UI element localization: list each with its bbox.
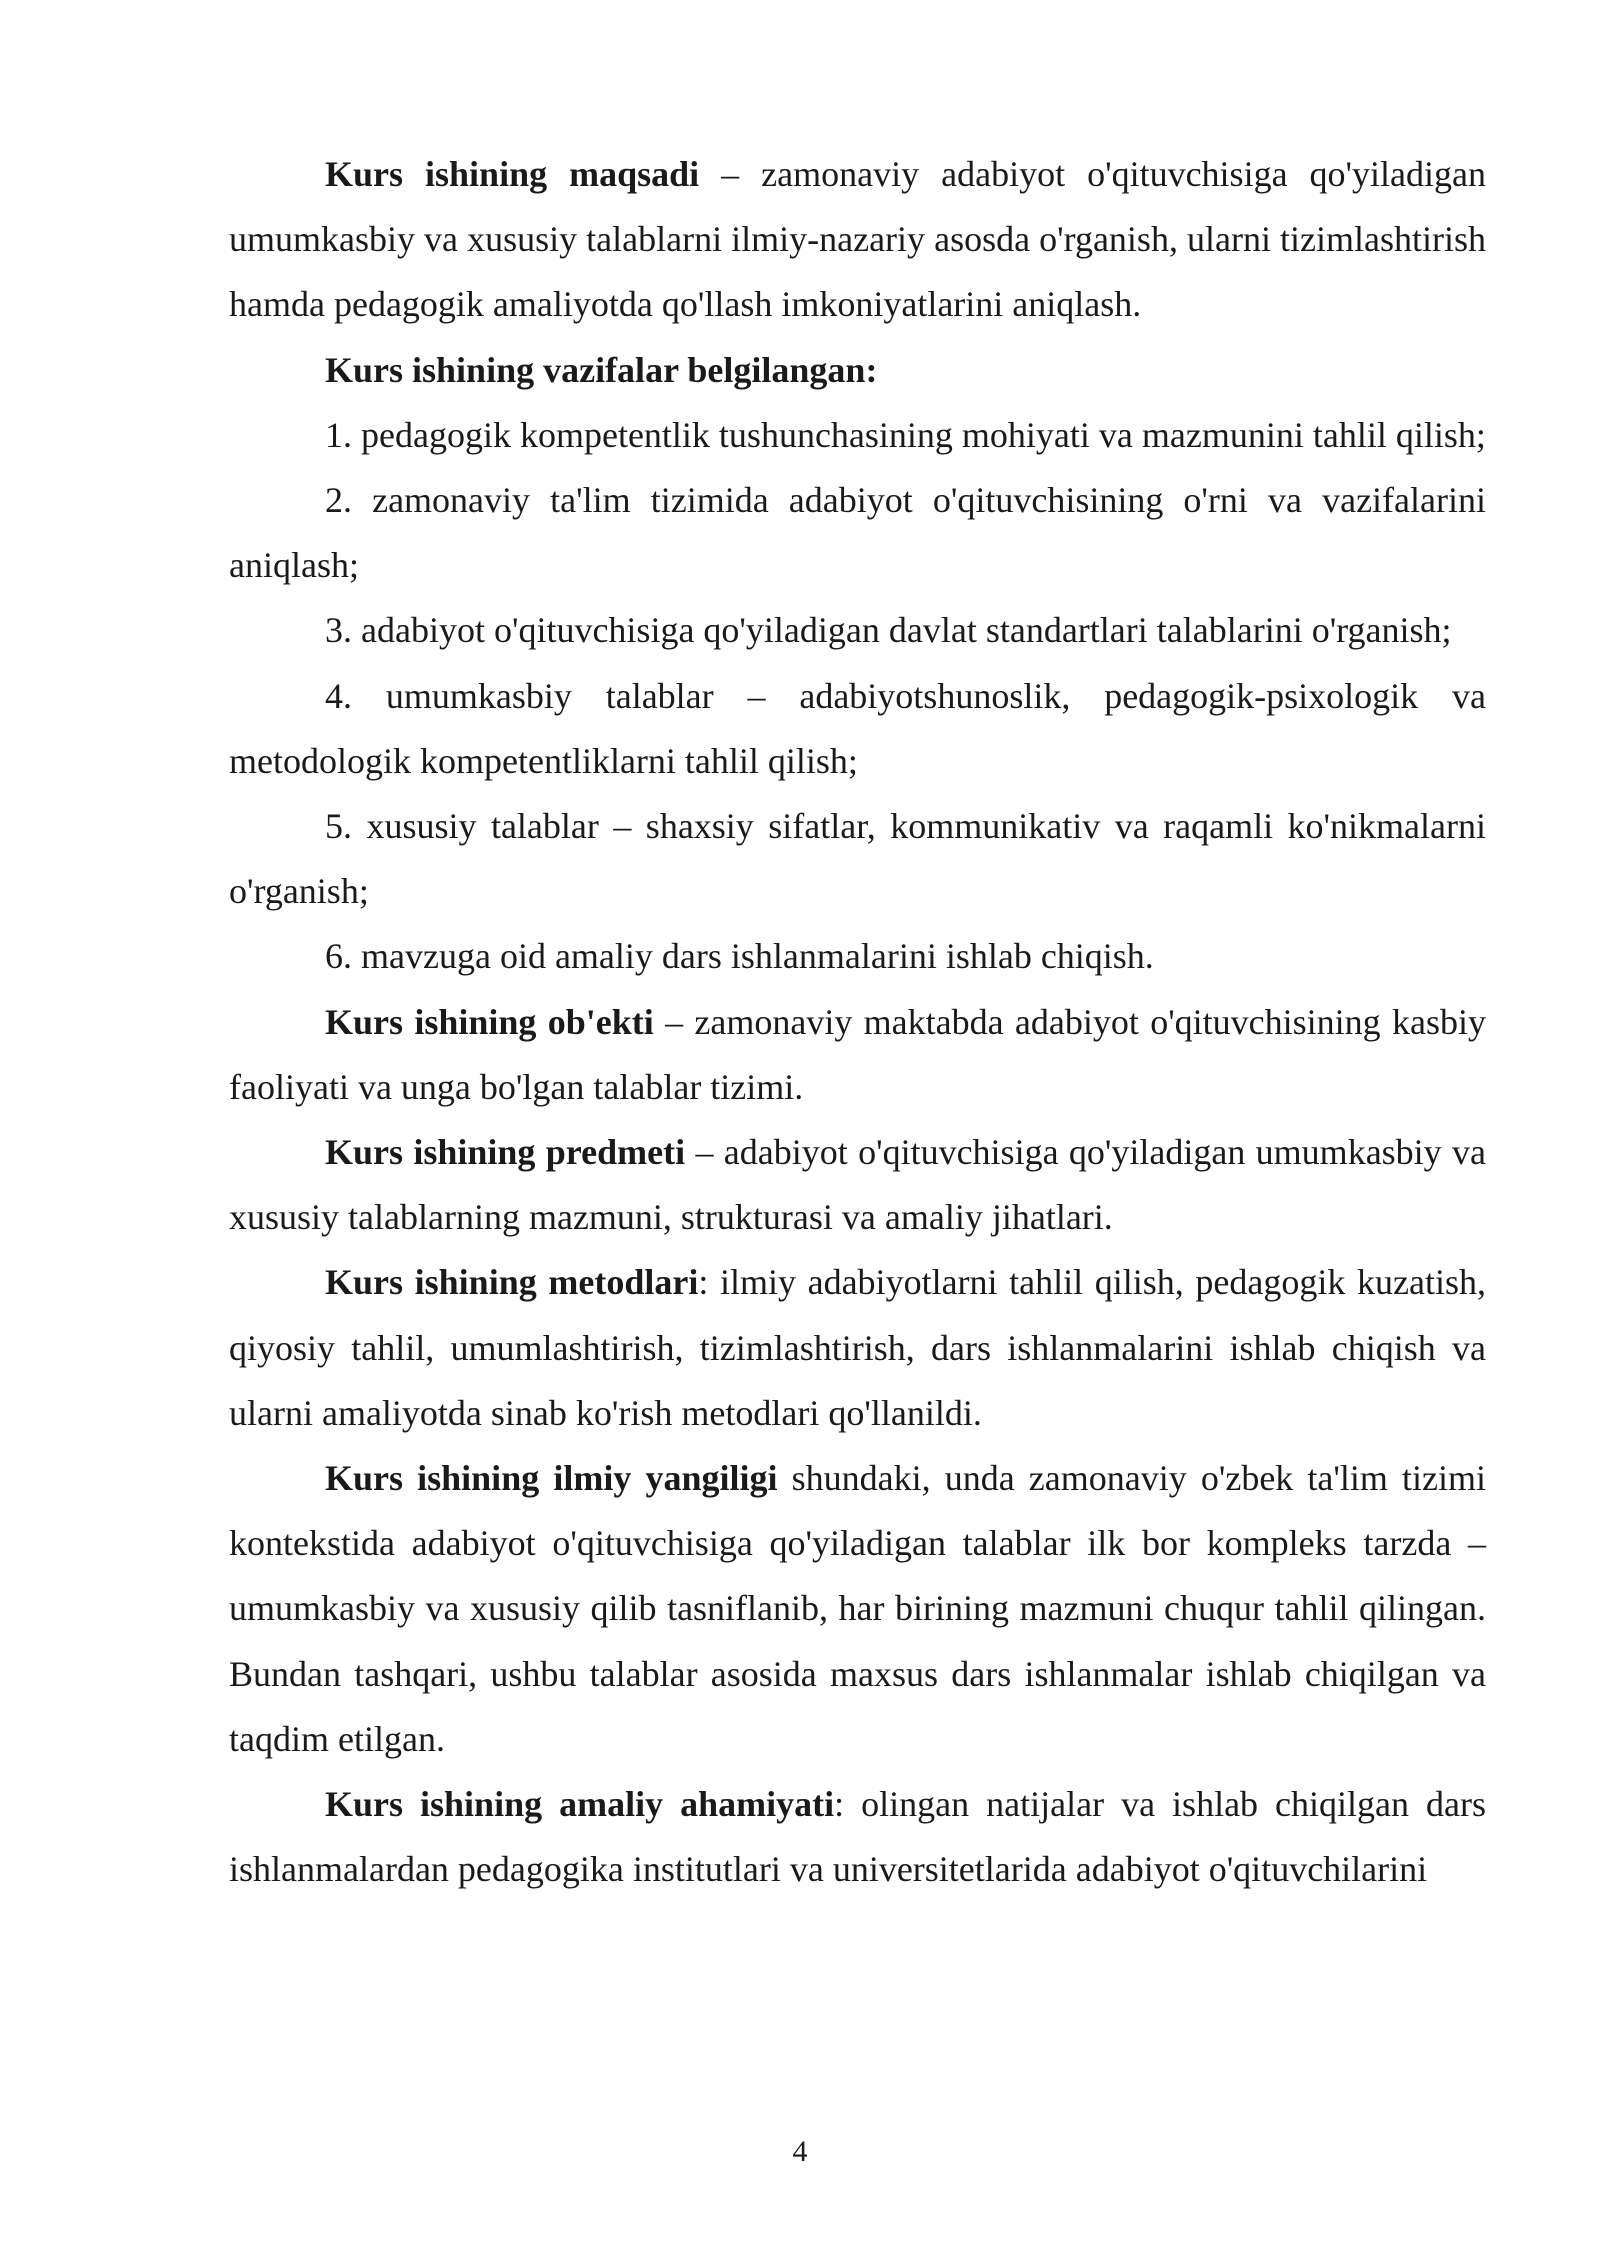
paragraph-text: shundaki, unda zamonaviy o'zbek ta'lim tizimi kontekstida adabiyot o'qituvchisiga qo'yiladigan talablar ilk bor kompleks tarzda – umumkasbiy va xususiy qilib tasniflanib, har birining mazmuni chuqur tahlil qilingan. Bundan tashqari, ushbu talablar asosida maxsus dars ishlanmalar ishlab chiqilgan va taqdim etilgan.: [229, 1458, 1487, 1759]
paragraph-label: Kurs ishining predmeti: [325, 1132, 686, 1173]
task-item-5: [229, 794, 1486, 924]
paragraph-text: 1. pedagogik kompetentlik tushunchasining mohiyati va mazmunini tahlil qilish;: [325, 414, 1486, 455]
task-item-3: [229, 598, 1486, 663]
paragraph-label: Kurs ishining amaliy ahamiyati: [325, 1784, 835, 1825]
paragraph-label: Kurs ishining ilmiy yangiligi: [325, 1458, 778, 1499]
paragraph-text: 5. xususiy talablar – shaxsiy sifatlar, kommunikativ va raqamli ko'nikmalarni o'rganish;: [229, 806, 1486, 912]
task-item-1: [229, 403, 1486, 468]
paragraph-practical-significance: [229, 1772, 1486, 1902]
paragraph-label: Kurs ishining vazifalar belgilangan:: [325, 349, 878, 390]
paragraph-text: : olingan natijalar va ishlab chiqilgan dars ishlanmalardan pedagogika institutlari va universitetlarida adabiyot o'qituvchilarini: [229, 1784, 1487, 1890]
paragraph-text: – adabiyot o'qituvchisiga qo'yiladigan umumkasbiy va xususiy talablarning mazmuni, strukturasi va amaliy jihatlari.: [229, 1132, 1486, 1238]
paragraph-label: Kurs ishining maqsadi: [325, 154, 700, 194]
task-item-4: [229, 664, 1486, 794]
paragraph-tasks-heading: [229, 338, 1486, 403]
paragraph-text: 3. adabiyot o'qituvchisiga qo'yiladigan davlat standartlari talablarini o'rganish;: [325, 610, 1452, 651]
paragraph-text: 6. mavzuga oid amaliy dars ishlanmalarini ishlab chiqish.: [325, 936, 1154, 977]
paragraph-subject: [229, 1120, 1486, 1250]
paragraph-text: – zamonaviy maktabda adabiyot o'qituvchisining kasbiy faoliyati va unga bo'lgan talablar tizimi.: [229, 1001, 1486, 1107]
paragraph-goal: [229, 142, 1486, 338]
paragraph-methods: [229, 1250, 1486, 1446]
page-number: 4: [792, 2135, 808, 2168]
paragraph-text: – zamonaviy adabiyot o'qituvchisiga qo'yiladigan umumkasbiy va xususiy talablarni ilmiy-nazariy asosda o'rganish, ularni tizimlashtirish hamda pedagogik amaliyotda qo'llash imkoniyatlarini aniqlash.: [229, 154, 1487, 325]
paragraph-text: 4. umumkasbiy talablar – adabiyotshunoslik, pedagogik-psixologik va metodologik kompetentliklarni tahlil qilish;: [229, 675, 1486, 781]
task-item-2: [229, 468, 1486, 598]
paragraph-text: 2. zamonaviy ta'lim tizimida adabiyot o'qituvchisining o'rni va vazifalarini aniqlash;: [229, 480, 1486, 586]
paragraph-text: : ilmiy adabiyotlarni tahlil qilish, pedagogik kuzatish, qiyosiy tahlil, umumlashtirish, tizimlashtirish, dars ishlanmalarini ishlab chiqish va ularni amaliyotda sinab ko'rish metodlari qo'llanildi.: [229, 1262, 1486, 1433]
paragraph-label: Kurs ishining ob'ekti: [325, 1001, 654, 1042]
document-body: [229, 142, 1486, 1902]
paragraph-object: [229, 990, 1486, 1120]
paragraph-novelty: [229, 1446, 1486, 1772]
paragraph-label: Kurs ishining metodlari: [325, 1262, 699, 1303]
task-item-6: [229, 924, 1486, 989]
